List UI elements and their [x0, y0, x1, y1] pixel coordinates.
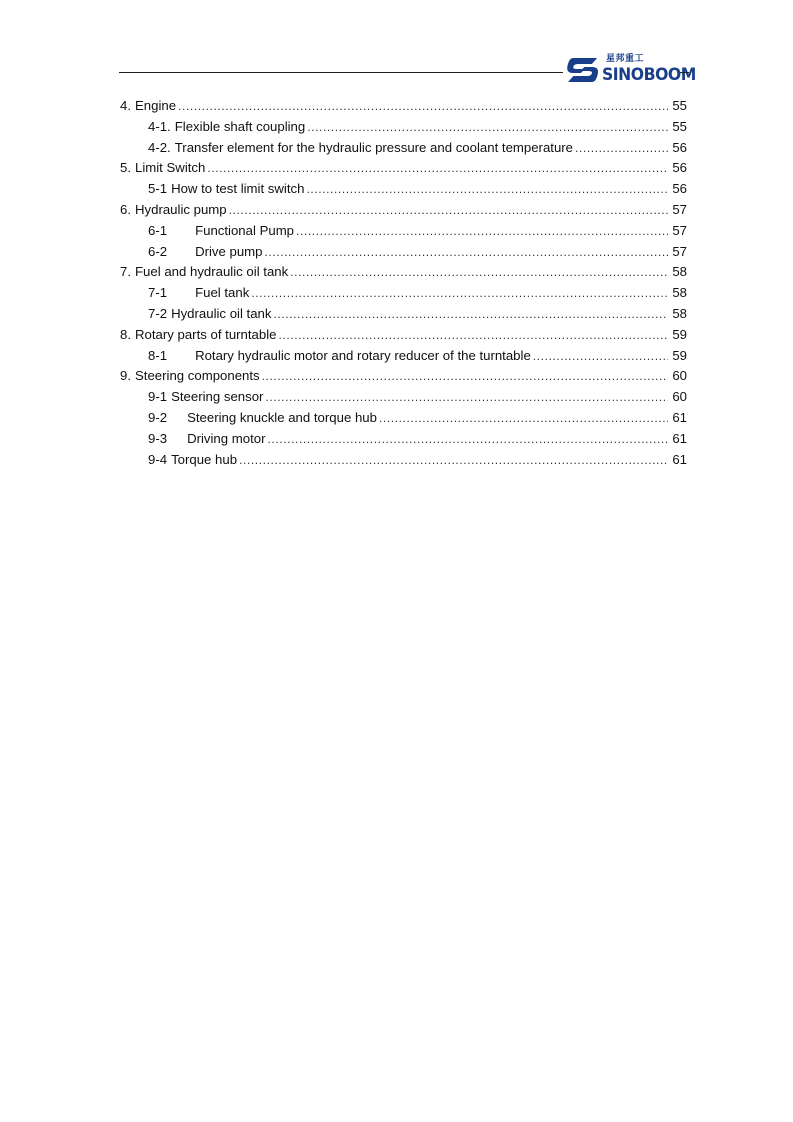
toc-entry-title: Torque hub: [171, 451, 238, 467]
toc-entry-title: Limit Switch: [135, 160, 206, 176]
toc-entry-title: Engine: [135, 98, 177, 113]
toc-entry-number: 5-1: [148, 181, 168, 197]
toc-entry-number: 7-2: [148, 305, 168, 321]
toc-entry-title: Hydraulic pump: [135, 201, 227, 217]
toc-entry-title: Rotary parts of turntable: [135, 326, 277, 342]
toc-entry-number: 7-1: [148, 285, 168, 301]
sinoboom-logo-icon: [562, 54, 600, 86]
toc-dot-leader: [273, 304, 668, 325]
toc-entry-number: 4-1.: [148, 118, 171, 134]
header-rule: [119, 72, 563, 73]
toc-entry[interactable]: [120, 387, 687, 408]
toc-entry-page: 61: [672, 430, 687, 446]
toc-entry-number: 6.: [120, 201, 131, 217]
toc-entry[interactable]: [120, 179, 687, 200]
toc-entry[interactable]: [120, 158, 687, 179]
toc-entry[interactable]: [120, 221, 687, 242]
logo-chinese-text: 星邦重工: [606, 54, 645, 64]
toc-entry-title: Steering components: [135, 368, 260, 384]
toc-entry-page: 60: [672, 368, 687, 384]
toc-entry[interactable]: [120, 117, 687, 138]
toc-entry[interactable]: [120, 138, 687, 159]
logo-english-text: SINOBOOM: [602, 65, 696, 85]
toc-entry-title: Rotary hydraulic motor and rotary reducer of the turntable: [195, 347, 531, 363]
toc-entry-page: 59: [672, 326, 687, 342]
toc-dot-leader: [265, 242, 669, 263]
toc-entry-title: How to test limit switch: [171, 181, 305, 197]
toc-entry-page: 57: [672, 201, 687, 217]
toc-dot-leader: [533, 346, 668, 367]
toc-entry-page: 56: [672, 139, 687, 155]
toc-entry-number: 9-4: [148, 451, 168, 467]
toc-entry-number: 9-1: [148, 389, 168, 405]
toc-entry-title: Driving motor: [187, 430, 266, 446]
header-rule-tail: [680, 72, 689, 73]
toc-entry-page: 55: [672, 118, 687, 134]
toc-entry-number: 7.: [120, 264, 131, 280]
toc-entry-page: 55: [672, 98, 687, 113]
toc-entry[interactable]: [120, 304, 687, 325]
toc-dot-leader: [265, 387, 668, 408]
toc-entry-title: Fuel tank: [195, 285, 250, 301]
toc-dot-leader: [229, 200, 668, 221]
toc-entry-page: 60: [672, 389, 687, 405]
toc-entry-number: 8-1: [148, 347, 168, 363]
toc-entry-title: Steering sensor: [171, 389, 264, 405]
toc-dot-leader: [290, 262, 668, 283]
toc-entry[interactable]: [120, 96, 687, 117]
toc-entry[interactable]: [120, 366, 687, 387]
toc-entry-page: 61: [672, 451, 687, 467]
toc-entry-page: 58: [672, 305, 687, 321]
toc-entry-number: 8.: [120, 326, 131, 342]
toc-entry-page: 59: [672, 347, 687, 363]
toc-dot-leader: [178, 96, 668, 117]
toc-dot-leader: [306, 179, 668, 200]
toc-dot-leader: [267, 429, 668, 450]
toc-entry-title: Steering knuckle and torque hub: [187, 409, 377, 425]
toc-entry-number: 6-1: [148, 222, 168, 238]
toc-entry-number: 4-2.: [148, 139, 171, 155]
toc-entry-number: 9-3: [148, 430, 168, 446]
toc-entry[interactable]: [120, 283, 687, 304]
toc-dot-leader: [575, 138, 668, 159]
table-of-contents: [120, 96, 687, 470]
toc-entry-title: Functional Pump: [195, 222, 295, 238]
toc-entry[interactable]: [120, 346, 687, 367]
toc-entry-page: 56: [672, 160, 687, 176]
sinoboom-logo: [562, 54, 696, 86]
toc-dot-leader: [379, 408, 668, 429]
toc-entry[interactable]: [120, 408, 687, 429]
toc-entry-number: 9.: [120, 368, 131, 384]
toc-dot-leader: [251, 283, 668, 304]
toc-entry-title: Drive pump: [195, 243, 263, 259]
toc-dot-leader: [296, 221, 668, 242]
toc-entry-page: 58: [672, 264, 687, 280]
toc-entry[interactable]: [120, 429, 687, 450]
toc-entry-number: 5.: [120, 160, 131, 176]
toc-entry-number: 4.: [120, 98, 131, 113]
toc-dot-leader: [307, 117, 668, 138]
toc-dot-leader: [239, 450, 668, 471]
toc-entry-page: 57: [672, 222, 687, 238]
toc-dot-leader: [207, 158, 668, 179]
toc-entry[interactable]: [120, 325, 687, 346]
toc-entry-page: 58: [672, 285, 687, 301]
toc-entry-page: 57: [672, 243, 687, 259]
toc-dot-leader: [278, 325, 668, 346]
toc-entry-number: 6-2: [148, 243, 168, 259]
toc-entry-title: Fuel and hydraulic oil tank: [135, 264, 289, 280]
toc-entry-title: Hydraulic oil tank: [171, 305, 272, 321]
toc-entry[interactable]: [120, 262, 687, 283]
toc-entry[interactable]: [120, 450, 687, 471]
toc-entry[interactable]: [120, 200, 687, 221]
toc-entry-page: 61: [672, 409, 687, 425]
toc-entry-page: 56: [672, 181, 687, 197]
toc-entry-title: Transfer element for the hydraulic pressure and coolant temperature: [174, 139, 574, 155]
toc-entry-title: Flexible shaft coupling: [174, 118, 306, 134]
toc-entry[interactable]: [120, 242, 687, 263]
toc-dot-leader: [262, 366, 668, 387]
toc-entry-number: 9-2: [148, 409, 168, 425]
